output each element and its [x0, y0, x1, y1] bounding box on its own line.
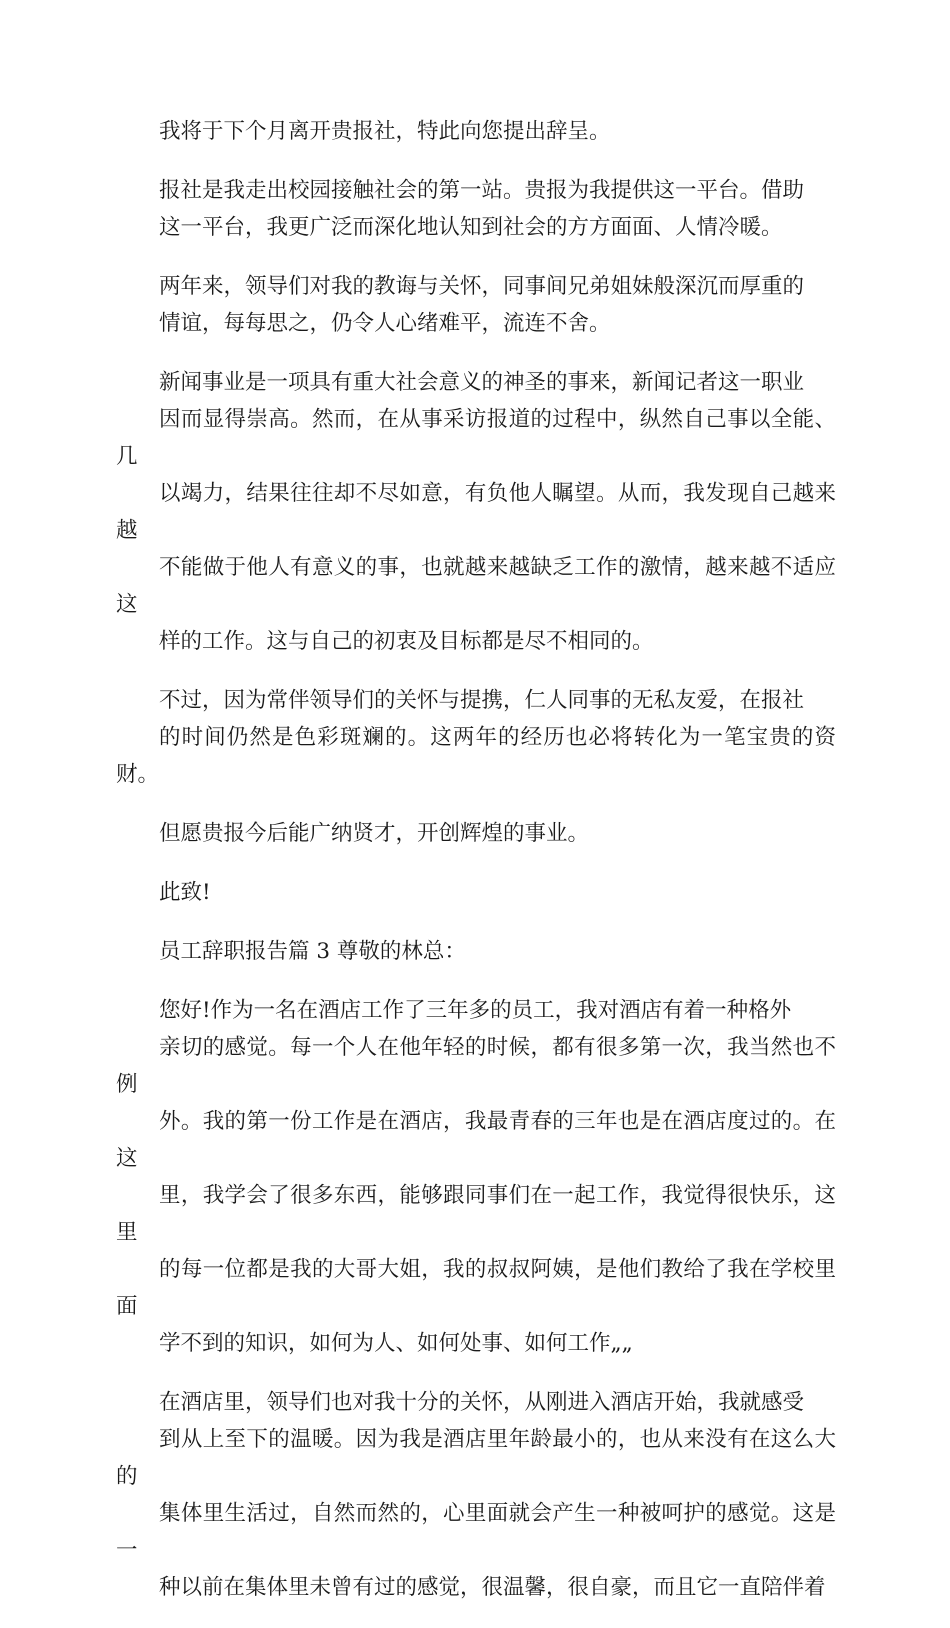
paragraph-line: 员工辞职报告篇 3 尊敬的林总： [159, 939, 466, 964]
paragraph-line: 的时间仍然是色彩斑斓的。这两年的经历也必将转化为一笔宝贵的资财。 [116, 725, 836, 787]
paragraph [116, 933, 836, 970]
paragraph-line: 我将于下个月离开贵报社，特此向您提出辞呈。 [159, 119, 611, 144]
paragraph-line: 因而显得崇高。然而，在从事采访报道的过程中，纵然自己事以全能、几 [116, 407, 836, 469]
paragraph [116, 815, 836, 852]
paragraph-line: 到从上至下的温暖。因为我是酒店里年龄最小的，也从来没有在这么大的 [116, 1427, 836, 1489]
paragraph [116, 268, 836, 342]
paragraph-line: 新闻事业是一项具有重大社会意义的神圣的事来，新闻记者这一职业 [159, 370, 805, 395]
paragraph-line: 种以前在集体里未曾有过的感觉，很温馨，很自豪，而且它一直陪伴着 [159, 1575, 826, 1600]
paragraph-line: 集体里生活过，自然而然的，心里面就会产生一种被呵护的感觉。这是一 [116, 1501, 836, 1563]
paragraph-line: 的每一位都是我的大哥大姐，我的叔叔阿姨，是他们教给了我在学校里面 [116, 1257, 836, 1319]
paragraph-line: 学不到的知识，如何为人、如何处事、如何工作„„ [159, 1331, 633, 1356]
paragraph-line: 以竭力，结果往往却不尽如意，有负他人瞩望。从而，我发现自己越来越 [116, 481, 836, 543]
paragraph-line: 此致! [159, 880, 211, 905]
paragraph [116, 113, 836, 150]
paragraph-line: 情谊，每每思之，仍令人心绪难平，流连不舍。 [159, 311, 611, 336]
document-body [116, 113, 836, 1628]
paragraph [116, 1384, 836, 1606]
paragraph-line: 报社是我走出校园接触社会的第一站。贵报为我提供这一平台。借助 [159, 178, 805, 203]
paragraph-line: 亲切的感觉。每一个人在他年轻的时候，都有很多第一次，我当然也不例 [116, 1035, 836, 1097]
paragraph-line: 样的工作。这与自己的初衷及目标都是尽不相同的。 [159, 629, 654, 654]
paragraph-line: 这一平台，我更广泛而深化地认知到社会的方方面面、人情冷暖。 [159, 215, 783, 240]
paragraph [116, 682, 836, 793]
paragraph [116, 874, 836, 911]
paragraph-line: 不能做于他人有意义的事，也就越来越缺乏工作的激情，越来越不适应这 [116, 555, 836, 617]
paragraph-line: 里，我学会了很多东西，能够跟同事们在一起工作，我觉得很快乐，这里 [116, 1183, 836, 1245]
paragraph-line: 但愿贵报今后能广纳贤才，开创辉煌的事业。 [159, 821, 590, 846]
paragraph-line: 您好!作为一名在酒店工作了三年多的员工，我对酒店有着一种格外 [159, 998, 792, 1023]
paragraph-line: 不过，因为常伴领导们的关怀与提携，仁人同事的无私友爱，在报社 [159, 688, 805, 713]
paragraph-line: 两年来，领导们对我的教诲与关怀，同事间兄弟姐妹般深沉而厚重的 [159, 274, 805, 299]
paragraph-line: 外。我的第一份工作是在酒店，我最青春的三年也是在酒店度过的。在这 [116, 1109, 836, 1171]
paragraph [116, 172, 836, 246]
paragraph-line: 在酒店里，领导们也对我十分的关怀，从刚进入酒店开始，我就感受 [159, 1390, 805, 1415]
paragraph [116, 364, 836, 660]
paragraph [116, 992, 836, 1362]
